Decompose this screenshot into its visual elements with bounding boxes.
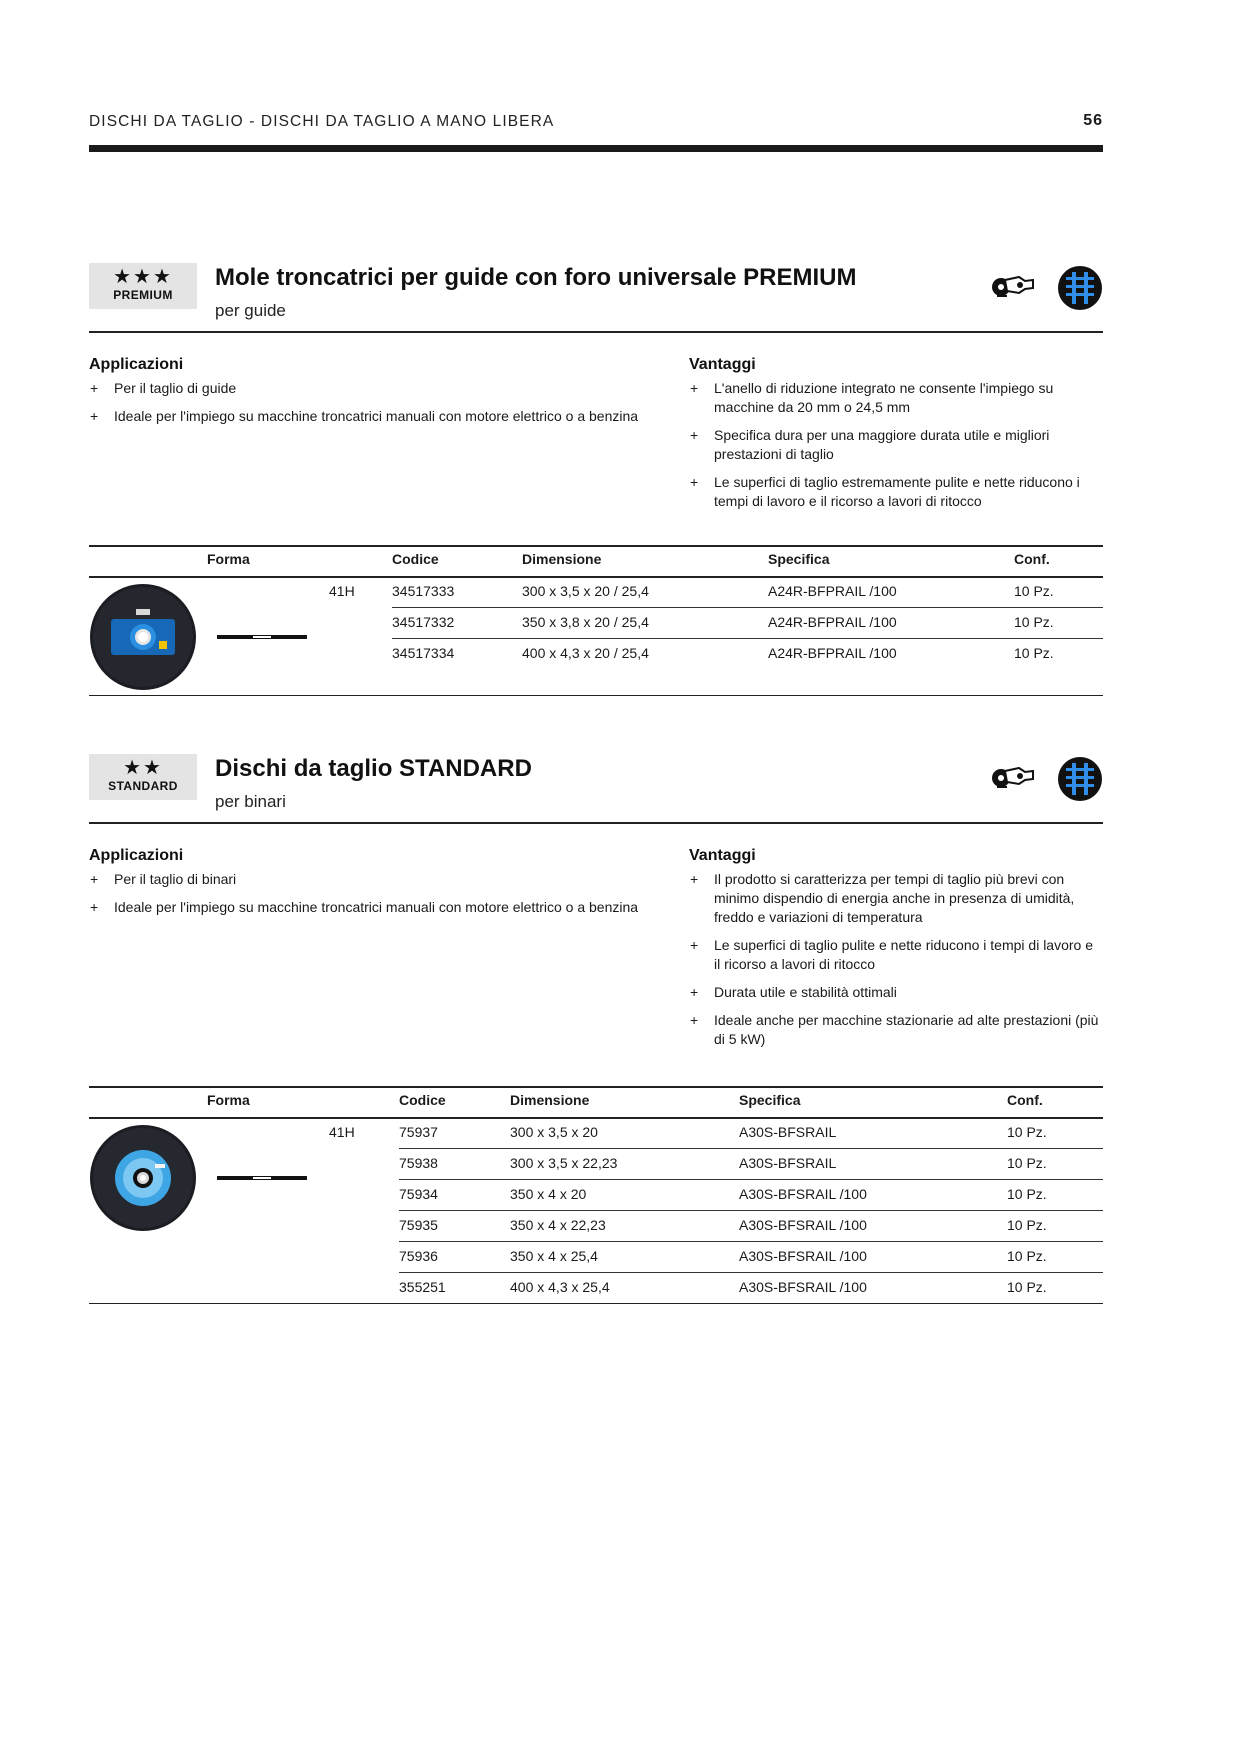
list-item: + Il prodotto si caratterizza per tempi di taglio più brevi con minimo dispendio di energia anche in presenza di umidità, freddo e variazioni di temperatura [690, 871, 1075, 925]
col-forma: Forma [207, 551, 250, 567]
table-row: 34517332 350 x 3,8 x 20 / 25,4 A24R-BFPRAIL /100 10 Pz. [392, 614, 1054, 630]
title-rule [89, 331, 1103, 333]
table-row: 75937 300 x 3,5 x 20 A30S-BFSRAIL 10 Pz. [399, 1124, 1047, 1140]
col-codice: Codice [399, 1092, 446, 1108]
col-dimensione: Dimensione [510, 1092, 590, 1108]
applications-list [89, 870, 679, 926]
product-table [89, 1086, 1103, 1314]
cut-off-saw-icon [989, 762, 1037, 790]
quality-badge [89, 754, 197, 800]
advantages-list [689, 870, 1103, 1058]
table-row: 75934 350 x 4 x 20 A30S-BFSRAIL /100 10 Pz. [399, 1186, 1047, 1202]
table-top-rule [89, 545, 1103, 547]
catalog-page [89, 0, 1103, 1754]
list-item: + Durata utile e stabilità ottimali [690, 984, 897, 1000]
product-subtitle: per binari [215, 792, 286, 811]
col-specifica: Specifica [768, 551, 830, 567]
col-conf: Conf. [1014, 551, 1050, 567]
table-bottom-rule [89, 1303, 1103, 1304]
product-section-premium [89, 263, 1103, 683]
advantages-list [689, 379, 1103, 520]
badge-stars: ★★ [123, 757, 163, 779]
product-title: Dischi da taglio STANDARD [215, 755, 532, 782]
advantages-heading: Vantaggi [689, 847, 756, 864]
page-header [89, 113, 1103, 133]
applications-heading: Applicazioni [89, 847, 184, 864]
col-forma: Forma [207, 1092, 250, 1108]
table-top-rule [89, 1086, 1103, 1088]
table-row: 75935 350 x 4 x 22,23 A30S-BFSRAIL /100 10 Pz. [399, 1217, 1047, 1233]
shape-code: 41H [329, 1124, 355, 1140]
list-item: + Ideale per l'impiego su macchine troncatrici manuali con motore elettrico o a benzina [90, 899, 639, 915]
product-title: Mole troncatrici per guide con foro universale PREMIUM [215, 264, 857, 291]
table-row: 34517334 400 x 4,3 x 20 / 25,4 A24R-BFPRAIL /100 10 Pz. [392, 645, 1054, 661]
table-row: 34517333 300 x 3,5 x 20 / 25,4 A24R-BFPRAIL /100 10 Pz. [392, 583, 1054, 599]
cut-off-saw-icon [989, 271, 1037, 299]
shape-code: 41H [329, 583, 355, 599]
product-section-standard [89, 754, 1103, 1314]
col-dimensione: Dimensione [522, 551, 602, 567]
table-row: 75936 350 x 4 x 25,4 A30S-BFSRAIL /100 10 Pz. [399, 1248, 1047, 1264]
product-subtitle: per guide [215, 301, 286, 320]
badge-label: PREMIUM [113, 288, 173, 302]
list-item: + Ideale anche per macchine stazionarie ad alte prestazioni (più di 5 kW) [690, 1012, 1099, 1047]
list-item: + L'anello di riduzione integrato ne consente l'impiego su macchine da 20 mm o 24,5 mm [690, 380, 1054, 415]
header-title: DISCHI DA TAGLIO - DISCHI DA TAGLIO A MANO LIBERA [89, 113, 555, 130]
col-codice: Codice [392, 551, 439, 567]
table-bottom-rule [89, 695, 1103, 696]
table-header [89, 1092, 1103, 1114]
col-specifica: Specifica [739, 1092, 801, 1108]
list-item: + Per il taglio di guide [90, 380, 237, 396]
rail-track-icon [1057, 756, 1103, 802]
quality-badge [89, 263, 197, 309]
list-item: + Per il taglio di binari [90, 871, 237, 887]
table-row: 75938 300 x 3,5 x 22,23 A30S-BFSRAIL 10 Pz. [399, 1155, 1047, 1171]
list-item: + Ideale per l'impiego su macchine troncatrici manuali con motore elettrico o a benzina [90, 408, 639, 424]
list-item: + Le superfici di taglio estremamente pulite e nette riducono i tempi di lavoro e il ricorso a lavori di ritocco [690, 474, 1080, 509]
advantages-heading: Vantaggi [689, 356, 756, 373]
table-row: 355251 400 x 4,3 x 25,4 A30S-BFSRAIL /100 10 Pz. [399, 1279, 1047, 1295]
table-header [89, 551, 1103, 573]
applications-heading: Applicazioni [89, 356, 184, 373]
product-table [89, 545, 1103, 695]
title-rule [89, 822, 1103, 824]
col-conf: Conf. [1007, 1092, 1043, 1108]
header-rule [89, 145, 1103, 152]
applications-list [89, 379, 679, 435]
rail-track-icon [1057, 265, 1103, 311]
badge-label: STANDARD [108, 779, 178, 793]
list-item: + Le superfici di taglio pulite e nette riducono i tempi di lavoro e il ricorso a lavori di ritocco [690, 937, 1093, 972]
page-number: 56 [1083, 112, 1103, 129]
badge-stars: ★★★ [113, 266, 173, 288]
list-item: + Specifica dura per una maggiore durata utile e migliori prestazioni di taglio [690, 427, 1050, 462]
